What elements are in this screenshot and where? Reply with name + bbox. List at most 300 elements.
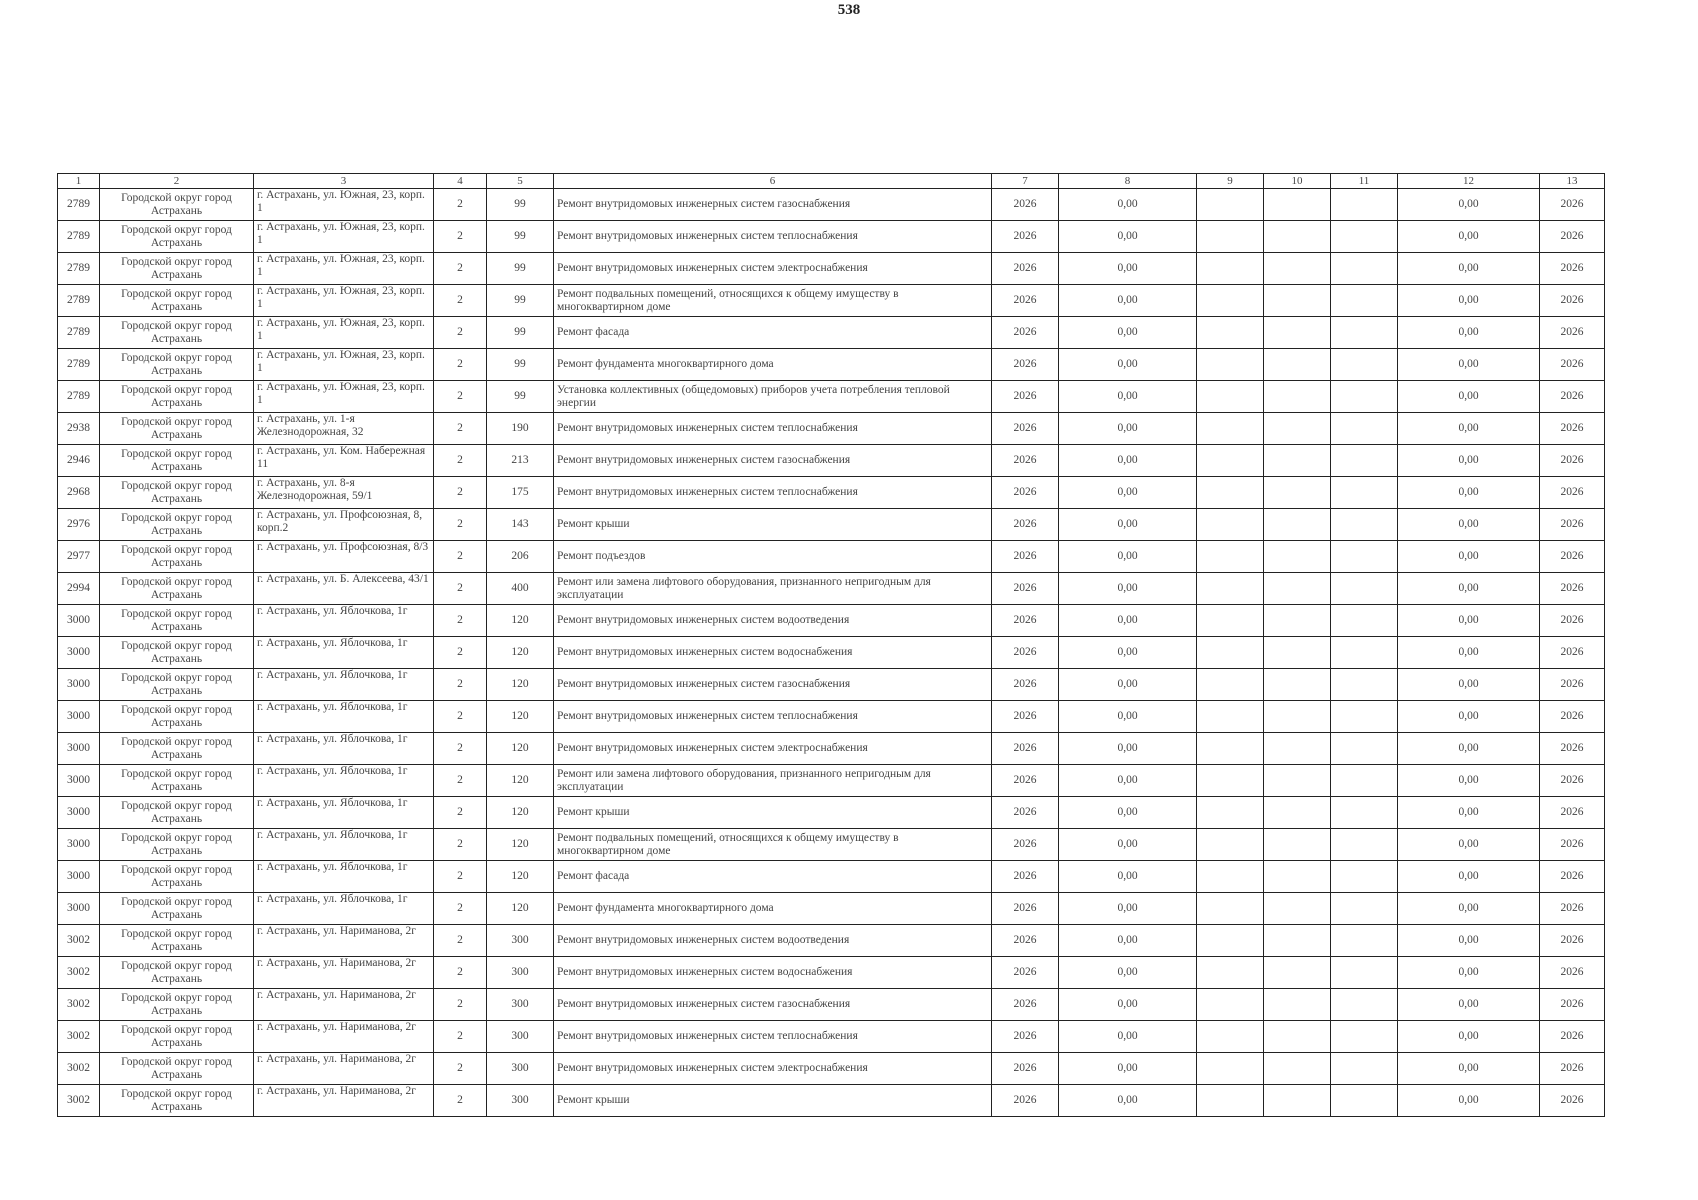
col4-cell: 2 [434, 893, 487, 925]
col9-cell [1197, 637, 1264, 669]
work-type-cell: Ремонт фасада [554, 317, 992, 349]
col8-cell: 0,00 [1059, 605, 1197, 637]
col13-cell: 2026 [1540, 285, 1605, 317]
col13-cell: 2026 [1540, 413, 1605, 445]
work-type-cell: Ремонт внутридомовых инженерных систем электроснабжения [554, 253, 992, 285]
col8-cell: 0,00 [1059, 765, 1197, 797]
col13-cell: 2026 [1540, 349, 1605, 381]
col10-cell [1264, 669, 1331, 701]
year-cell: 2026 [992, 765, 1059, 797]
col4-cell: 2 [434, 445, 487, 477]
col8-cell: 0,00 [1059, 381, 1197, 413]
col11-cell [1331, 285, 1398, 317]
col8-cell: 0,00 [1059, 637, 1197, 669]
col5-cell: 120 [487, 733, 554, 765]
col5-cell: 300 [487, 989, 554, 1021]
municipality-cell: Городской округ город Астрахань [100, 477, 254, 509]
col11-cell [1331, 317, 1398, 349]
col5-cell: 99 [487, 381, 554, 413]
col9-cell [1197, 669, 1264, 701]
col5-cell: 99 [487, 189, 554, 221]
row-id-cell: 3000 [58, 893, 100, 925]
col12-cell: 0,00 [1398, 349, 1540, 381]
col5-cell: 206 [487, 541, 554, 573]
table-row [58, 509, 1605, 541]
table-row [58, 733, 1605, 765]
municipality-cell: Городской округ город Астрахань [100, 1021, 254, 1053]
col10-cell [1264, 413, 1331, 445]
work-type-cell: Ремонт или замена лифтового оборудования, признанного непригодным для эксплуатации [554, 765, 992, 797]
column-header: 10 [1264, 174, 1331, 189]
column-number-row [58, 174, 1605, 189]
col11-cell [1331, 637, 1398, 669]
col5-cell: 120 [487, 701, 554, 733]
work-type-cell: Установка коллективных (общедомовых) приборов учета потребления тепловой энергии [554, 381, 992, 413]
year-cell: 2026 [992, 733, 1059, 765]
col8-cell: 0,00 [1059, 573, 1197, 605]
col4-cell: 2 [434, 413, 487, 445]
year-cell: 2026 [992, 701, 1059, 733]
col10-cell [1264, 445, 1331, 477]
col5-cell: 300 [487, 957, 554, 989]
column-header: 8 [1059, 174, 1197, 189]
work-type-cell: Ремонт подвальных помещений, относящихся к общему имуществу в многоквартирном доме [554, 285, 992, 317]
col8-cell: 0,00 [1059, 253, 1197, 285]
table-row [58, 1021, 1605, 1053]
address-cell: г. Астрахань, ул. Профсоюзная, 8/3 [254, 541, 434, 573]
col8-cell: 0,00 [1059, 317, 1197, 349]
year-cell: 2026 [992, 253, 1059, 285]
table-row [58, 925, 1605, 957]
table-row [58, 477, 1605, 509]
col4-cell: 2 [434, 253, 487, 285]
row-id-cell: 2789 [58, 285, 100, 317]
address-cell: г. Астрахань, ул. Яблочкова, 1г [254, 765, 434, 797]
municipality-cell: Городской округ город Астрахань [100, 1085, 254, 1117]
col11-cell [1331, 413, 1398, 445]
col4-cell: 2 [434, 477, 487, 509]
municipality-cell: Городской округ город Астрахань [100, 1053, 254, 1085]
col12-cell: 0,00 [1398, 445, 1540, 477]
year-cell: 2026 [992, 861, 1059, 893]
col9-cell [1197, 477, 1264, 509]
col13-cell: 2026 [1540, 1053, 1605, 1085]
col5-cell: 300 [487, 1021, 554, 1053]
col11-cell [1331, 573, 1398, 605]
col8-cell: 0,00 [1059, 285, 1197, 317]
col13-cell: 2026 [1540, 893, 1605, 925]
work-type-cell: Ремонт внутридомовых инженерных систем водоотведения [554, 925, 992, 957]
row-id-cell: 3000 [58, 829, 100, 861]
col10-cell [1264, 381, 1331, 413]
col8-cell: 0,00 [1059, 893, 1197, 925]
col13-cell: 2026 [1540, 1021, 1605, 1053]
col4-cell: 2 [434, 669, 487, 701]
address-cell: г. Астрахань, ул. Профсоюзная, 8, корп.2 [254, 509, 434, 541]
col8-cell: 0,00 [1059, 509, 1197, 541]
row-id-cell: 3002 [58, 1021, 100, 1053]
col4-cell: 2 [434, 573, 487, 605]
col8-cell: 0,00 [1059, 541, 1197, 573]
row-id-cell: 2946 [58, 445, 100, 477]
col11-cell [1331, 669, 1398, 701]
col8-cell: 0,00 [1059, 1085, 1197, 1117]
col13-cell: 2026 [1540, 989, 1605, 1021]
col12-cell: 0,00 [1398, 1053, 1540, 1085]
col5-cell: 120 [487, 829, 554, 861]
col11-cell [1331, 349, 1398, 381]
municipality-cell: Городской округ город Астрахань [100, 285, 254, 317]
col9-cell [1197, 605, 1264, 637]
col13-cell: 2026 [1540, 797, 1605, 829]
col12-cell: 0,00 [1398, 893, 1540, 925]
table-row [58, 605, 1605, 637]
col11-cell [1331, 893, 1398, 925]
col10-cell [1264, 861, 1331, 893]
col9-cell [1197, 829, 1264, 861]
municipality-cell: Городской округ город Астрахань [100, 861, 254, 893]
row-id-cell: 3000 [58, 605, 100, 637]
col8-cell: 0,00 [1059, 861, 1197, 893]
row-id-cell: 2789 [58, 189, 100, 221]
address-cell: г. Астрахань, ул. Нариманова, 2г [254, 925, 434, 957]
col9-cell [1197, 957, 1264, 989]
col10-cell [1264, 637, 1331, 669]
column-header: 1 [58, 174, 100, 189]
work-type-cell: Ремонт крыши [554, 1085, 992, 1117]
year-cell: 2026 [992, 541, 1059, 573]
col13-cell: 2026 [1540, 733, 1605, 765]
col13-cell: 2026 [1540, 189, 1605, 221]
table-row [58, 1085, 1605, 1117]
work-type-cell: Ремонт фундамента многоквартирного дома [554, 349, 992, 381]
col9-cell [1197, 541, 1264, 573]
col10-cell [1264, 989, 1331, 1021]
col8-cell: 0,00 [1059, 413, 1197, 445]
municipality-cell: Городской округ город Астрахань [100, 637, 254, 669]
year-cell: 2026 [992, 1085, 1059, 1117]
col8-cell: 0,00 [1059, 445, 1197, 477]
col13-cell: 2026 [1540, 669, 1605, 701]
work-type-cell: Ремонт внутридомовых инженерных систем теплоснабжения [554, 1021, 992, 1053]
year-cell: 2026 [992, 573, 1059, 605]
address-cell: г. Астрахань, ул. Ком. Набережная 11 [254, 445, 434, 477]
table-row [58, 701, 1605, 733]
col9-cell [1197, 573, 1264, 605]
col13-cell: 2026 [1540, 253, 1605, 285]
municipality-cell: Городской округ город Астрахань [100, 893, 254, 925]
row-id-cell: 2789 [58, 381, 100, 413]
table-row [58, 669, 1605, 701]
table-body [58, 189, 1605, 1117]
col10-cell [1264, 573, 1331, 605]
col5-cell: 175 [487, 477, 554, 509]
col10-cell [1264, 765, 1331, 797]
address-cell: г. Астрахань, ул. Южная, 23, корп. 1 [254, 221, 434, 253]
table-row [58, 189, 1605, 221]
col10-cell [1264, 189, 1331, 221]
year-cell: 2026 [992, 989, 1059, 1021]
col4-cell: 2 [434, 765, 487, 797]
col12-cell: 0,00 [1398, 317, 1540, 349]
address-cell: г. Астрахань, ул. Нариманова, 2г [254, 957, 434, 989]
municipality-cell: Городской округ город Астрахань [100, 605, 254, 637]
column-header: 2 [100, 174, 254, 189]
col12-cell: 0,00 [1398, 221, 1540, 253]
municipality-cell: Городской округ город Астрахань [100, 957, 254, 989]
col8-cell: 0,00 [1059, 221, 1197, 253]
col13-cell: 2026 [1540, 317, 1605, 349]
table-row [58, 413, 1605, 445]
col4-cell: 2 [434, 189, 487, 221]
year-cell: 2026 [992, 509, 1059, 541]
column-header: 5 [487, 174, 554, 189]
col10-cell [1264, 701, 1331, 733]
col9-cell [1197, 925, 1264, 957]
col5-cell: 300 [487, 1053, 554, 1085]
col5-cell: 400 [487, 573, 554, 605]
col5-cell: 99 [487, 221, 554, 253]
col11-cell [1331, 1021, 1398, 1053]
row-id-cell: 3002 [58, 989, 100, 1021]
year-cell: 2026 [992, 221, 1059, 253]
column-header: 6 [554, 174, 992, 189]
col9-cell [1197, 381, 1264, 413]
address-cell: г. Астрахань, ул. Южная, 23, корп. 1 [254, 349, 434, 381]
col10-cell [1264, 925, 1331, 957]
col10-cell [1264, 509, 1331, 541]
year-cell: 2026 [992, 957, 1059, 989]
col12-cell: 0,00 [1398, 477, 1540, 509]
col10-cell [1264, 893, 1331, 925]
col8-cell: 0,00 [1059, 701, 1197, 733]
col4-cell: 2 [434, 925, 487, 957]
col9-cell [1197, 701, 1264, 733]
col4-cell: 2 [434, 221, 487, 253]
col4-cell: 2 [434, 861, 487, 893]
municipality-cell: Городской округ город Астрахань [100, 701, 254, 733]
col10-cell [1264, 349, 1331, 381]
row-id-cell: 2789 [58, 253, 100, 285]
year-cell: 2026 [992, 893, 1059, 925]
table-row [58, 285, 1605, 317]
col13-cell: 2026 [1540, 477, 1605, 509]
table-row [58, 765, 1605, 797]
col8-cell: 0,00 [1059, 957, 1197, 989]
column-header: 7 [992, 174, 1059, 189]
col9-cell [1197, 221, 1264, 253]
work-type-cell: Ремонт фасада [554, 861, 992, 893]
col9-cell [1197, 349, 1264, 381]
col4-cell: 2 [434, 701, 487, 733]
municipality-cell: Городской округ город Астрахань [100, 989, 254, 1021]
row-id-cell: 3002 [58, 1053, 100, 1085]
col5-cell: 120 [487, 765, 554, 797]
work-type-cell: Ремонт внутридомовых инженерных систем теплоснабжения [554, 477, 992, 509]
col8-cell: 0,00 [1059, 989, 1197, 1021]
address-cell: г. Астрахань, ул. Яблочкова, 1г [254, 605, 434, 637]
col12-cell: 0,00 [1398, 381, 1540, 413]
page-number: 538 [837, 2, 861, 18]
col5-cell: 99 [487, 317, 554, 349]
row-id-cell: 2976 [58, 509, 100, 541]
table-row [58, 797, 1605, 829]
year-cell: 2026 [992, 381, 1059, 413]
col9-cell [1197, 1085, 1264, 1117]
col12-cell: 0,00 [1398, 189, 1540, 221]
col5-cell: 120 [487, 605, 554, 637]
work-type-cell: Ремонт внутридомовых инженерных систем газоснабжения [554, 989, 992, 1021]
table-row [58, 317, 1605, 349]
col8-cell: 0,00 [1059, 669, 1197, 701]
col9-cell [1197, 413, 1264, 445]
year-cell: 2026 [992, 669, 1059, 701]
col13-cell: 2026 [1540, 765, 1605, 797]
col11-cell [1331, 957, 1398, 989]
address-cell: г. Астрахань, ул. Яблочкова, 1г [254, 893, 434, 925]
col11-cell [1331, 797, 1398, 829]
table-row [58, 381, 1605, 413]
col13-cell: 2026 [1540, 445, 1605, 477]
row-id-cell: 2789 [58, 317, 100, 349]
work-type-cell: Ремонт внутридомовых инженерных систем водоотведения [554, 605, 992, 637]
col13-cell: 2026 [1540, 701, 1605, 733]
work-type-cell: Ремонт подъездов [554, 541, 992, 573]
col10-cell [1264, 1053, 1331, 1085]
col8-cell: 0,00 [1059, 349, 1197, 381]
col13-cell: 2026 [1540, 573, 1605, 605]
col10-cell [1264, 477, 1331, 509]
work-type-cell: Ремонт внутридомовых инженерных систем водоснабжения [554, 637, 992, 669]
col9-cell [1197, 989, 1264, 1021]
municipality-cell: Городской округ город Астрахань [100, 413, 254, 445]
year-cell: 2026 [992, 349, 1059, 381]
row-id-cell: 3000 [58, 701, 100, 733]
col12-cell: 0,00 [1398, 1085, 1540, 1117]
col9-cell [1197, 1021, 1264, 1053]
col8-cell: 0,00 [1059, 829, 1197, 861]
col12-cell: 0,00 [1398, 541, 1540, 573]
table-row [58, 349, 1605, 381]
col12-cell: 0,00 [1398, 253, 1540, 285]
table-row [58, 989, 1605, 1021]
col5-cell: 99 [487, 253, 554, 285]
year-cell: 2026 [992, 445, 1059, 477]
row-id-cell: 3000 [58, 861, 100, 893]
col4-cell: 2 [434, 509, 487, 541]
col12-cell: 0,00 [1398, 829, 1540, 861]
col10-cell [1264, 285, 1331, 317]
col9-cell [1197, 893, 1264, 925]
column-header: 4 [434, 174, 487, 189]
col4-cell: 2 [434, 349, 487, 381]
work-type-cell: Ремонт внутридомовых инженерных систем газоснабжения [554, 445, 992, 477]
col5-cell: 120 [487, 861, 554, 893]
repair-schedule-table [57, 173, 1605, 1117]
address-cell: г. Астрахань, ул. Южная, 23, корп. 1 [254, 381, 434, 413]
col11-cell [1331, 381, 1398, 413]
col4-cell: 2 [434, 829, 487, 861]
col11-cell [1331, 445, 1398, 477]
col5-cell: 190 [487, 413, 554, 445]
row-id-cell: 3002 [58, 957, 100, 989]
col11-cell [1331, 221, 1398, 253]
work-type-cell: Ремонт или замена лифтового оборудования, признанного непригодным для эксплуатации [554, 573, 992, 605]
col11-cell [1331, 509, 1398, 541]
col9-cell [1197, 797, 1264, 829]
col9-cell [1197, 189, 1264, 221]
col9-cell [1197, 285, 1264, 317]
work-type-cell: Ремонт внутридомовых инженерных систем теплоснабжения [554, 701, 992, 733]
col12-cell: 0,00 [1398, 765, 1540, 797]
municipality-cell: Городской округ город Астрахань [100, 925, 254, 957]
col13-cell: 2026 [1540, 381, 1605, 413]
table-row [58, 861, 1605, 893]
col4-cell: 2 [434, 989, 487, 1021]
municipality-cell: Городской округ город Астрахань [100, 797, 254, 829]
col10-cell [1264, 957, 1331, 989]
address-cell: г. Астрахань, ул. Яблочкова, 1г [254, 733, 434, 765]
table-row [58, 1053, 1605, 1085]
col9-cell [1197, 765, 1264, 797]
col5-cell: 120 [487, 637, 554, 669]
year-cell: 2026 [992, 797, 1059, 829]
col8-cell: 0,00 [1059, 1021, 1197, 1053]
year-cell: 2026 [992, 829, 1059, 861]
col4-cell: 2 [434, 733, 487, 765]
col9-cell [1197, 861, 1264, 893]
row-id-cell: 2994 [58, 573, 100, 605]
col10-cell [1264, 541, 1331, 573]
work-type-cell: Ремонт внутридомовых инженерных систем теплоснабжения [554, 413, 992, 445]
work-type-cell: Ремонт внутридомовых инженерных систем газоснабжения [554, 189, 992, 221]
municipality-cell: Городской округ город Астрахань [100, 669, 254, 701]
address-cell: г. Астрахань, ул. Нариманова, 2г [254, 989, 434, 1021]
col12-cell: 0,00 [1398, 285, 1540, 317]
col5-cell: 213 [487, 445, 554, 477]
col8-cell: 0,00 [1059, 477, 1197, 509]
col5-cell: 120 [487, 669, 554, 701]
col4-cell: 2 [434, 605, 487, 637]
col10-cell [1264, 221, 1331, 253]
table-row [58, 893, 1605, 925]
address-cell: г. Астрахань, ул. Яблочкова, 1г [254, 637, 434, 669]
column-header: 3 [254, 174, 434, 189]
col9-cell [1197, 1053, 1264, 1085]
municipality-cell: Городской округ город Астрахань [100, 349, 254, 381]
table-row [58, 637, 1605, 669]
col12-cell: 0,00 [1398, 989, 1540, 1021]
col12-cell: 0,00 [1398, 669, 1540, 701]
col9-cell [1197, 445, 1264, 477]
col11-cell [1331, 477, 1398, 509]
municipality-cell: Городской округ город Астрахань [100, 221, 254, 253]
col10-cell [1264, 1021, 1331, 1053]
col11-cell [1331, 861, 1398, 893]
row-id-cell: 2938 [58, 413, 100, 445]
address-cell: г. Астрахань, ул. Нариманова, 2г [254, 1053, 434, 1085]
col4-cell: 2 [434, 381, 487, 413]
address-cell: г. Астрахань, ул. Яблочкова, 1г [254, 701, 434, 733]
row-id-cell: 2789 [58, 221, 100, 253]
column-header: 12 [1398, 174, 1540, 189]
col11-cell [1331, 925, 1398, 957]
col10-cell [1264, 317, 1331, 349]
col12-cell: 0,00 [1398, 957, 1540, 989]
col12-cell: 0,00 [1398, 637, 1540, 669]
col9-cell [1197, 733, 1264, 765]
col12-cell: 0,00 [1398, 413, 1540, 445]
